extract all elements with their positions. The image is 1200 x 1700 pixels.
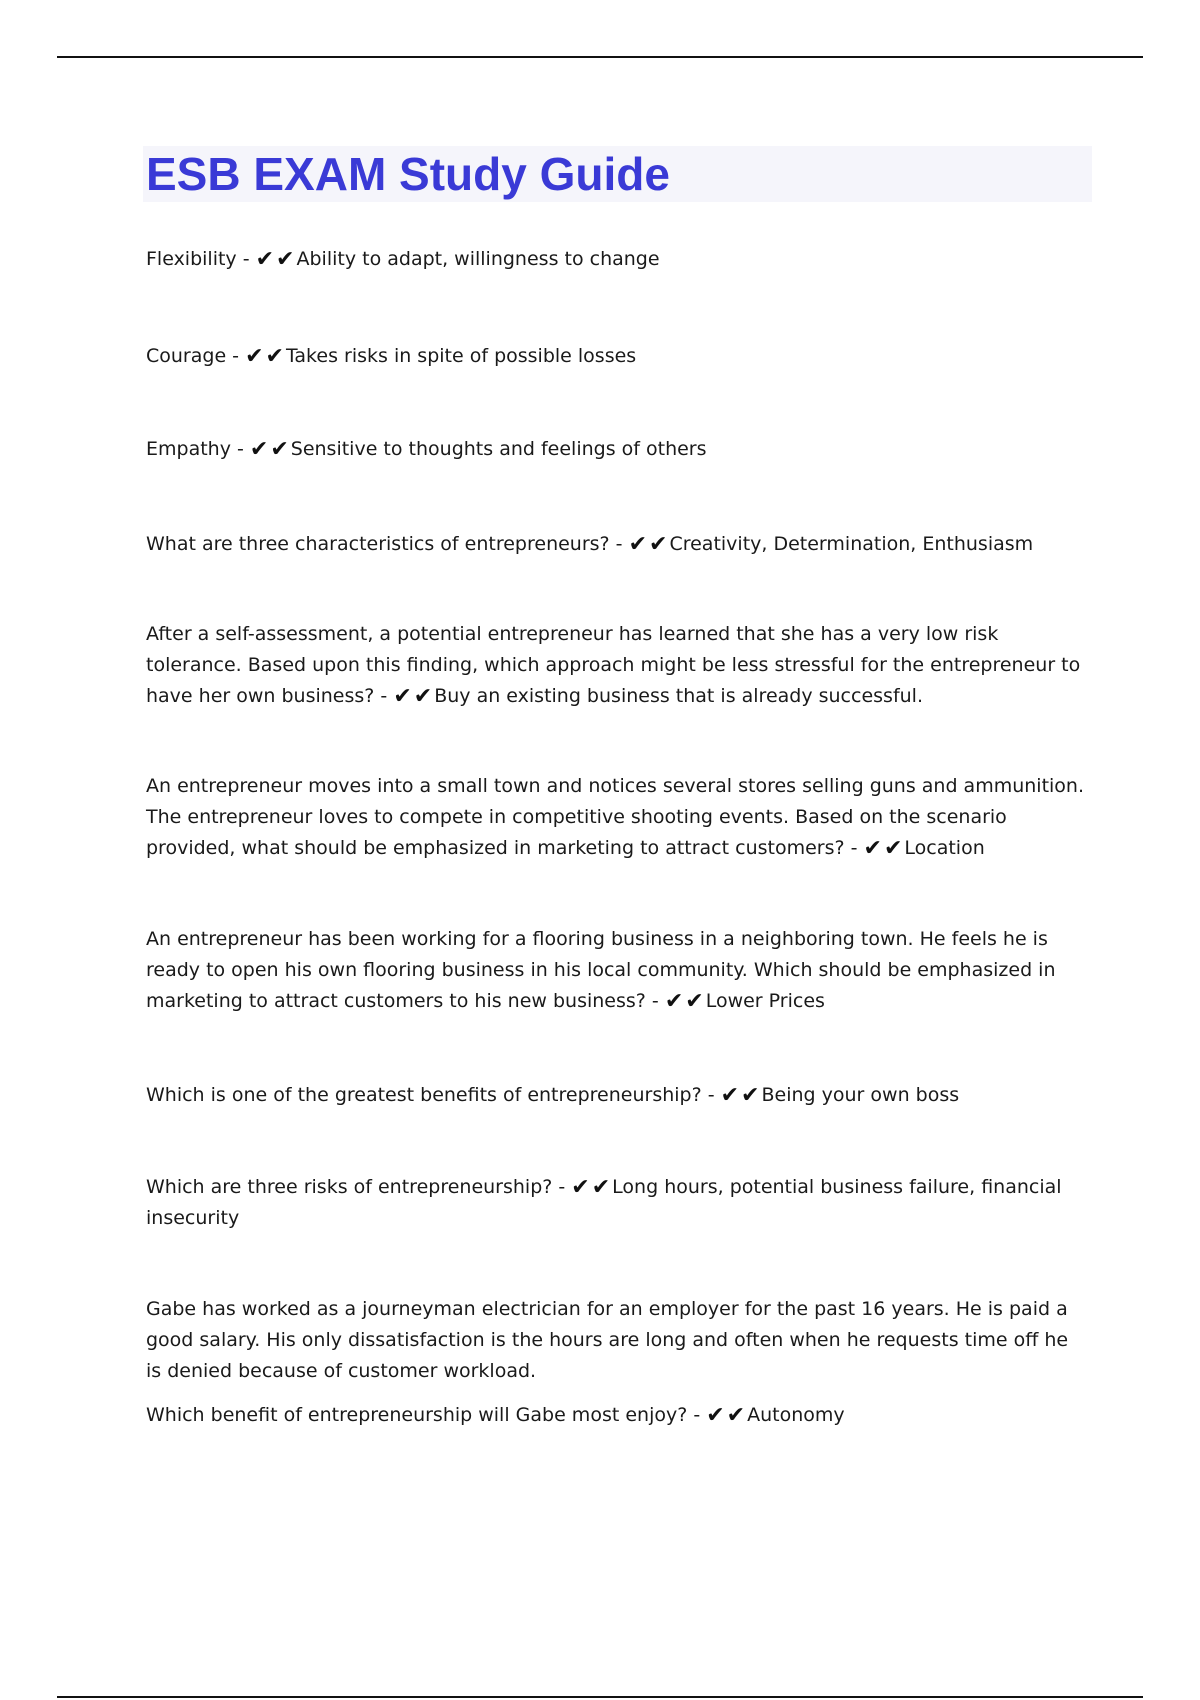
question-text: Flexibility <box>146 248 237 270</box>
qa-item-characteristics: What are three characteristics of entrepreneurs? - ✔✔Creativity, Determination, Enthusiasm <box>146 532 1034 557</box>
qa-item-risk-tolerance: After a self-assessment, a potential entrepreneur has learned that she has a very low risk tolerance. Based upon this finding, which approach might be less stressful for the entrepreneur to have her own business? - ✔✔Buy an existing business that is already successful. <box>146 623 1081 709</box>
double-check-icon: ✔✔ <box>706 1403 748 1428</box>
answer-text: Location <box>904 837 985 859</box>
answer-text: Long hours, potential business failure, financial insecurity <box>146 1176 1062 1229</box>
answer-text: Lower Prices <box>705 990 825 1012</box>
scenario-text: Gabe has worked as a journeyman electrician for an employer for the past 16 years. He is paid a good salary. His only dissatisfaction is the hours are long and often when he requests time off he is denied because of customer workload. <box>146 1298 1069 1382</box>
scenario-gabe <box>146 1294 1086 1387</box>
qa-item-flooring-business: An entrepreneur has been working for a flooring business in a neighboring town. He feels he is ready to open his own flooring business in his local community. Which should be emphasized in marketing to attract customers to his new business? - ✔✔Lower Prices <box>146 928 1056 1014</box>
qa-item-courage: Courage - ✔✔Takes risks in spite of possible losses <box>146 344 637 369</box>
double-check-icon: ✔✔ <box>863 836 905 861</box>
question-text: An entrepreneur moves into a small town and notices several stores selling guns and ammunition. The entrepreneur loves to compete in competitive shooting events. Based on the scenario provided, what should be emphasized in marketing to attract customers? <box>146 775 1085 859</box>
qa-item-greatest-benefit: Which is one of the greatest benefits of entrepreneurship? - ✔✔Being your own boss <box>146 1083 960 1108</box>
qa-item-shooting-store: An entrepreneur moves into a small town and notices several stores selling guns and ammunition. The entrepreneur loves to compete in competitive shooting events. Based on the scenario provided, what should be emphasized in marketing to attract customers? - ✔✔Location <box>146 775 1085 861</box>
answer-text: Takes risks in spite of possible losses <box>285 345 637 367</box>
answer-text: Being your own boss <box>761 1084 960 1106</box>
qa-item-flexibility: Flexibility - ✔✔Ability to adapt, willingness to change <box>146 247 660 272</box>
double-check-icon: ✔✔ <box>245 344 286 369</box>
qa-item-empathy: Empathy - ✔✔Sensitive to thoughts and feelings of others <box>146 437 707 462</box>
answer-text: Autonomy <box>747 1404 845 1426</box>
question-text: Courage <box>146 345 227 367</box>
bottom-rule <box>57 1696 1143 1698</box>
double-check-icon: ✔✔ <box>664 989 706 1014</box>
qa-item-three-risks: Which are three risks of entrepreneurship? - ✔✔Long hours, potential business failure, financial insecurity <box>146 1175 1062 1229</box>
double-check-icon: ✔✔ <box>571 1175 613 1200</box>
question-text: Which benefit of entrepreneurship will Gabe most enjoy? <box>146 1404 688 1426</box>
question-text: Empathy <box>146 438 231 460</box>
question-text: Which is one of the greatest benefits of entrepreneurship? <box>146 1084 702 1106</box>
answer-text: Buy an existing business that is already successful. <box>434 685 923 707</box>
document-title: ESB EXAM Study Guide <box>146 148 670 200</box>
answer-text: Creativity, Determination, Enthusiasm <box>669 533 1034 555</box>
top-rule <box>57 56 1143 58</box>
double-check-icon: ✔✔ <box>628 532 670 557</box>
question-text: An entrepreneur has been working for a flooring business in a neighboring town. He feels he is ready to open his own flooring business in his local community. Which should be emphasized in marketing to attract customers to his new business? <box>146 928 1056 1012</box>
double-check-icon: ✔✔ <box>720 1083 762 1108</box>
answer-text: Ability to adapt, willingness to change <box>296 248 660 270</box>
question-text: Which are three risks of entrepreneurship? <box>146 1176 553 1198</box>
qa-item-gabe-benefit: Which benefit of entrepreneurship will Gabe most enjoy? - ✔✔Autonomy <box>146 1403 845 1428</box>
question-text: What are three characteristics of entrepreneurs? <box>146 533 610 555</box>
question-text: After a self-assessment, a potential entrepreneur has learned that she has a very low risk tolerance. Based upon this finding, which approach might be less stressful for the entrepreneur to have her own business? <box>146 623 1081 707</box>
double-check-icon: ✔✔ <box>249 437 291 462</box>
answer-text: Sensitive to thoughts and feelings of others <box>290 438 707 460</box>
double-check-icon: ✔✔ <box>255 247 297 272</box>
double-check-icon: ✔✔ <box>393 684 435 709</box>
